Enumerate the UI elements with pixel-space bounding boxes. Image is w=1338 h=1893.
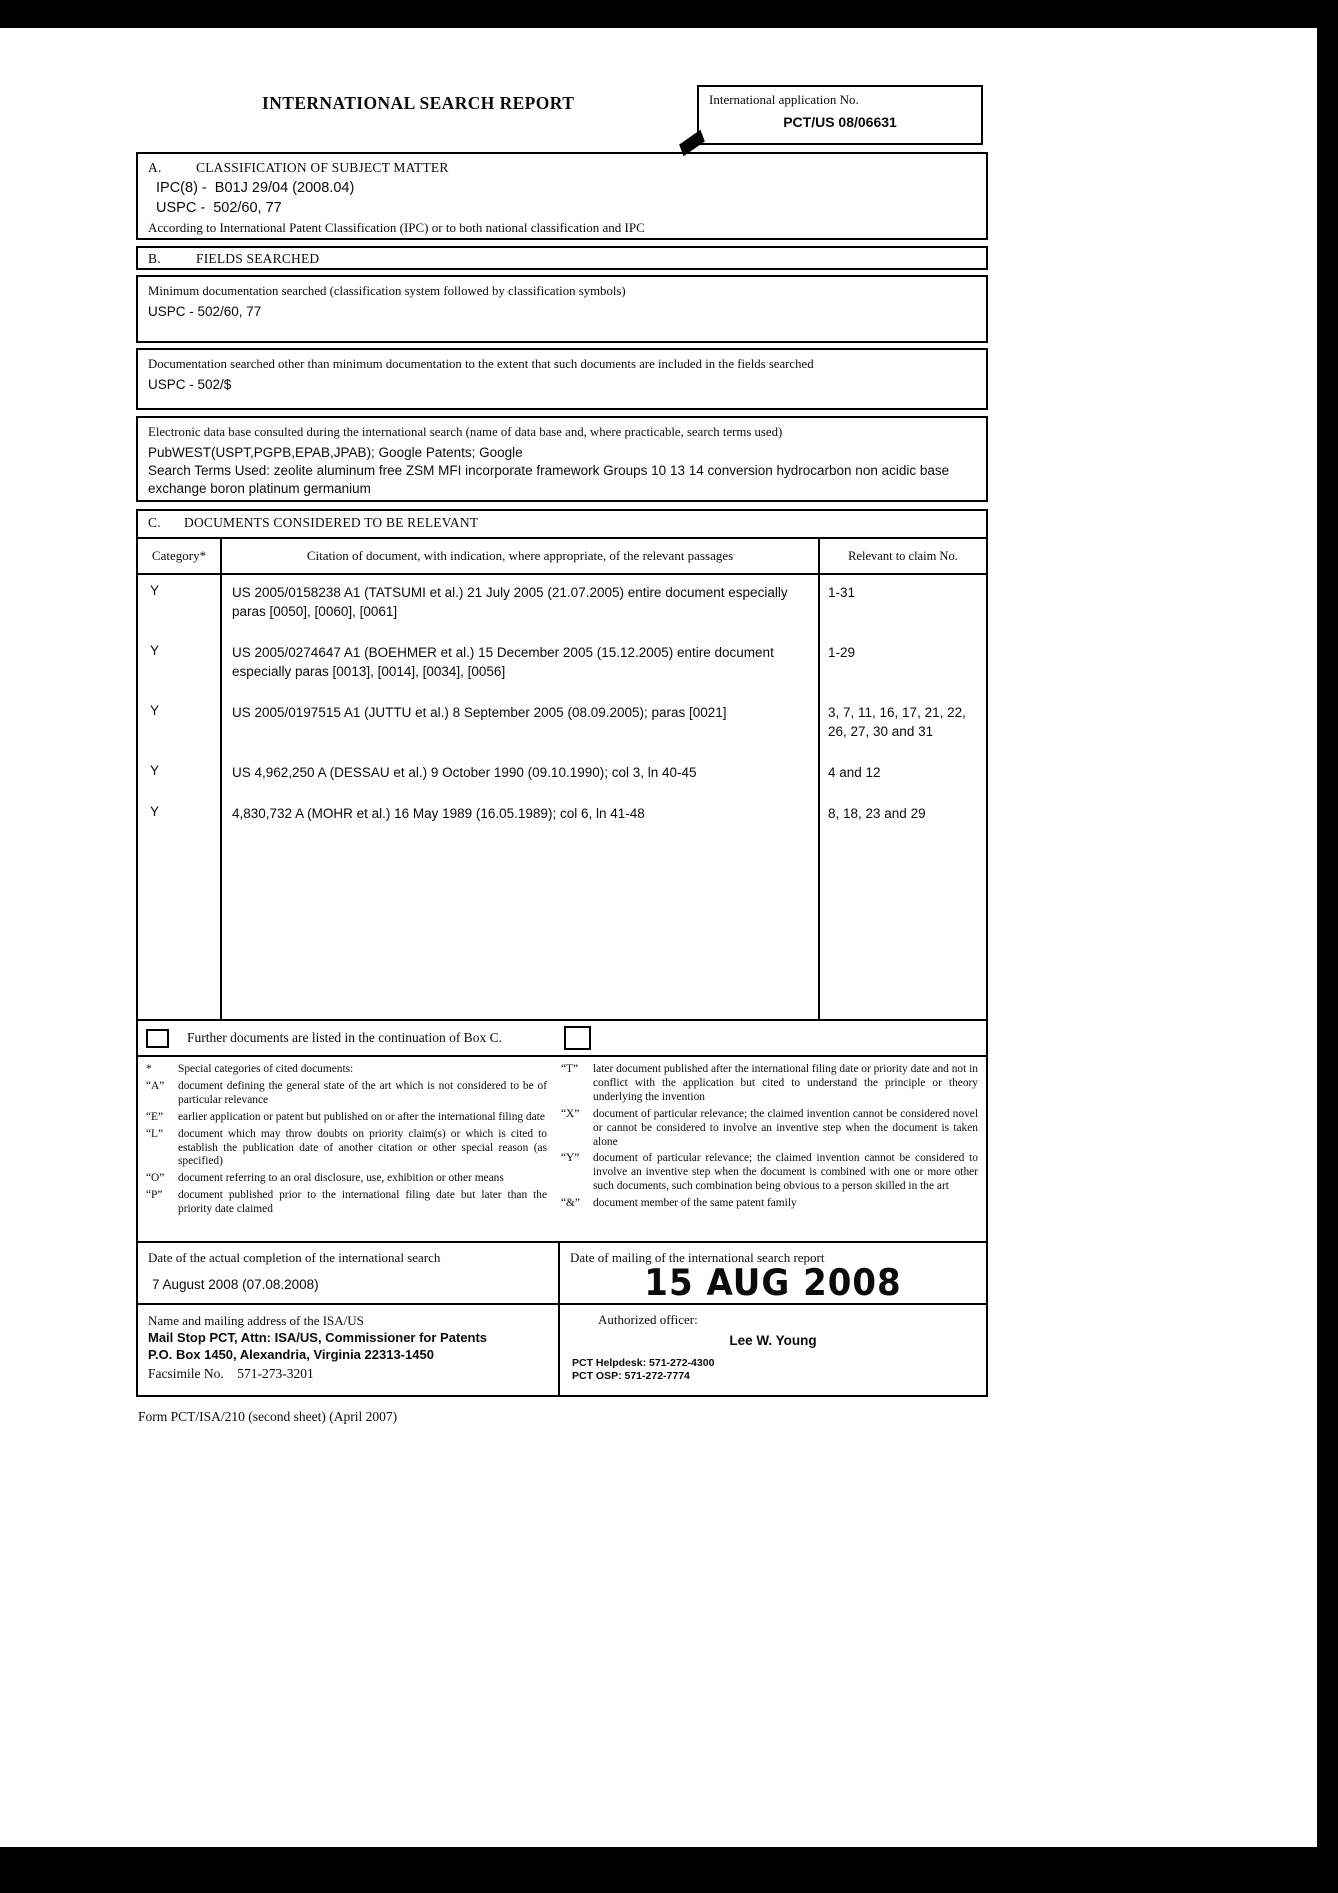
patent-family-annex-checkbox[interactable] [564,1026,591,1050]
table-empty-space [220,837,818,1019]
minimum-documentation-value: USPC - 502/60, 77 [148,304,262,319]
legend-text: document published prior to the international filing date but later than the priority date claimed [178,1189,547,1216]
completion-date-cell [138,1243,560,1303]
legend-right-column [561,1063,978,1241]
legend-text: document member of the same patent family [593,1197,797,1210]
legend-text: document of particular relevance; the claimed invention cannot be considered novel or cannot be considered to involve an inventive step when the document is taken alone [593,1107,978,1148]
legend-item [561,1197,978,1211]
legend-text: Special categories of cited documents: [178,1063,354,1075]
column-header-category: Category* [138,539,220,575]
isa-address-cell [138,1305,560,1395]
address-row [138,1303,986,1395]
form-identifier: Form PCT/ISA/210 (second sheet) (April 2007) [138,1409,398,1424]
application-number-value: PCT/US 08/06631 [783,114,897,130]
mailing-date-label: Date of mailing of the international search report [570,1250,825,1265]
claims-cell: 1-29 [818,635,986,695]
electronic-database-line2: Search Terms Used: zeolite aluminum free ZSM MFI incorporate framework Groups 10 13 14 conversion hydrocarbon non acidic base exchange boron platinum germanium [148,463,950,496]
column-header-claims: Relevant to claim No. [818,539,986,575]
legend-item [146,1063,547,1077]
legend-code: * [146,1063,152,1075]
legend-code: “Y” [561,1152,580,1165]
electronic-database-box [136,416,988,502]
legend-item [561,1108,978,1150]
scan-edge-right [1317,0,1338,1893]
table-empty-space [818,837,986,1019]
section-b-heading-box [136,246,988,270]
citation-cell: US 2005/0197515 A1 (JUTTU et al.) 8 September 2005 (08.09.2005); paras [0021] [220,695,818,755]
pct-osp-number: PCT OSP: 571-272-7774 [572,1370,690,1382]
completion-date-value: 7 August 2008 (07.08.2008) [152,1277,319,1292]
legend-text: document of particular relevance; the claimed invention cannot be considered to involve an inventive step when the document is combined with one or more other such documents, such combination being obvious to a person skilled in the art [593,1152,978,1193]
legend-item [561,1063,978,1105]
electronic-database-label: Electronic data base consulted during the international search (name of data base and, where practicable, search terms used) [148,425,783,439]
page-title: INTERNATIONAL SEARCH REPORT [262,93,575,113]
legend-code: “X” [561,1107,580,1120]
further-documents-label: Further documents are listed in the continuation of Box C. [187,1030,502,1045]
minimum-documentation-label: Minimum documentation searched (classification system followed by classification symbols) [148,284,626,298]
mailing-date-stamp: 15 AUG 2008 [644,1261,902,1305]
section-a-classification [136,152,988,240]
documents-table [138,537,986,1019]
section-a-letter: A. [148,160,162,175]
legend-text: document referring to an oral disclosure, use, exhibition or other means [178,1172,504,1185]
classification-note: According to International Patent Classification (IPC) or to both national classification and IPC [148,220,645,235]
citation-cell: US 2005/0274647 A1 (BOEHMER et al.) 15 December 2005 (15.12.2005) entire document especially paras [0013], [0014], [0034], [0056] [220,635,818,695]
legend-item [146,1128,547,1170]
legend-code: “L” [146,1127,164,1140]
legend-item [146,1189,547,1217]
section-b-heading [148,251,976,267]
section-c-letter: C. [148,515,161,530]
scan-edge-top [0,0,1338,28]
category-cell: Y [150,804,160,819]
legend-left-column [146,1063,561,1241]
scan-edge-bottom [0,1847,1338,1893]
authorized-officer-name: Lee W. Young [729,1333,817,1348]
category-cell: Y [150,583,160,598]
claims-cell: 8, 18, 23 and 29 [818,796,986,837]
legend-item [146,1172,547,1186]
isa-address-label: Name and mailing address of the ISA/US [148,1313,364,1328]
report-header [136,85,988,152]
category-cell: Y [150,703,160,718]
section-b-heading-text: FIELDS SEARCHED [196,251,320,266]
further-documents-row [138,1019,986,1055]
pct-helpdesk-number: PCT Helpdesk: 571-272-4300 [572,1357,715,1369]
category-cell: Y [150,763,160,778]
citation-cell: 4,830,732 A (MOHR et al.) 16 May 1989 (16.05.1989); col 6, ln 41-48 [220,796,818,837]
other-documentation-value: USPC - 502/$ [148,377,232,392]
uspc-classification-value: USPC - 502/60, 77 [156,200,282,216]
legend-text: earlier application or patent but published on or after the international filing date [178,1110,545,1123]
legend-code: “&” [561,1197,580,1210]
legend-code: “T” [561,1063,579,1075]
claims-cell: 3, 7, 11, 16, 17, 21, 22, 26, 27, 30 and 31 [818,695,986,755]
section-c-heading [138,511,986,537]
electronic-database-line1: PubWEST(USPT,PGPB,EPAB,JPAB); Google Patents; Google [148,445,523,460]
legend-code: “O” [146,1172,165,1185]
legend-code: “A” [146,1079,165,1092]
claims-cell: 4 and 12 [818,755,986,796]
completion-date-label: Date of the actual completion of the international search [148,1250,441,1265]
legend-code: “P” [146,1189,163,1202]
section-a-heading [148,158,976,178]
citation-cell: US 2005/0158238 A1 (TATSUMI et al.) 21 July 2005 (21.07.2005) entire document especially paras [0050], [0060], [0061] [220,575,818,635]
ipc-classification-value: IPC(8) - B01J 29/04 (2008.04) [156,180,355,196]
application-number-box [697,85,983,145]
facsimile-number: Facsimile No. 571-273-3201 [148,1366,314,1381]
dates-row [138,1241,986,1303]
column-header-citation: Citation of document, with indication, where appropriate, of the relevant passages [220,539,818,575]
authorized-officer-cell [560,1305,986,1395]
legend-text: later document published after the international filing date or priority date and not in conflict with the application but cited to understand the principle or theory underlying the invention [593,1063,978,1103]
claims-cell: 1-31 [818,575,986,635]
other-documentation-label: Documentation searched other than minimum documentation to the extent that such documents are included in the fields searched [148,357,814,371]
legend-text: document which may throw doubts on priority claim(s) or which is cited to establish the publication date of another citation or other special reason (as specified) [178,1127,547,1168]
isa-address-line2: P.O. Box 1450, Alexandria, Virginia 22313-1450 [148,1347,434,1362]
isa-address-line1: Mail Stop PCT, Attn: ISA/US, Commissioner for Patents [148,1330,487,1345]
further-documents-checkbox[interactable] [146,1029,169,1048]
other-documentation-box [136,348,988,410]
legend-item [146,1111,547,1125]
section-c-box [136,509,988,1397]
table-empty-space [138,837,220,1019]
legend-code: “E” [146,1110,164,1123]
section-c-heading-text: DOCUMENTS CONSIDERED TO BE RELEVANT [184,515,479,530]
section-a-heading-text: CLASSIFICATION OF SUBJECT MATTER [196,160,449,175]
contact-phones [572,1357,976,1383]
cited-documents-legend [138,1055,986,1241]
application-number-label: International application No. [709,92,859,107]
mailing-date-cell [560,1243,986,1303]
legend-text: document defining the general state of the art which is not considered to be of particular relevance [178,1079,547,1106]
authorized-officer-label: Authorized officer: [598,1312,698,1327]
category-cell: Y [150,643,160,658]
legend-item [146,1080,547,1108]
legend-item [561,1152,978,1194]
citation-cell: US 4,962,250 A (DESSAU et al.) 9 October 1990 (09.10.1990); col 3, ln 40-45 [220,755,818,796]
section-b-letter: B. [148,251,161,266]
form-content [136,85,988,1425]
minimum-documentation-box [136,275,988,343]
